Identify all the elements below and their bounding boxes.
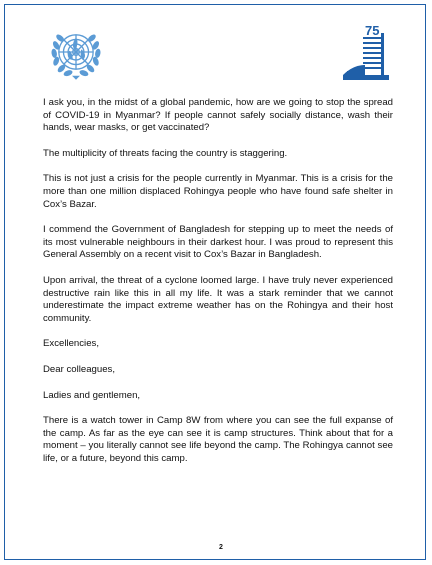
un75-logo-text: 75 — [365, 23, 380, 38]
paragraph: I commend the Government of Bangladesh for stepping up to meet the needs of its most vulnerable neighbours in their darkest hour. I was proud to represent this General Assembly on a recent visit to Cox’s Bazar in Bangladesh. — [43, 224, 393, 261]
document-page — [4, 4, 426, 560]
paragraph: There is a watch tower in Camp 8W from where you can see the full expanse of the camp. As far as the eye can see it is camp structures. Think about that for a moment – you literally cannot see life beyond the camp. The Rohingya cannot see life, or a future, beyond this camp. — [43, 415, 393, 464]
document-body — [43, 97, 393, 478]
un-emblem-logo — [43, 19, 109, 85]
paragraph: Upon arrival, the threat of a cyclone loomed large. I have truly never experienced destructive rain like this in all my life. It was a stark reminder that we cannot underestimate the impact extreme weather has on the Rohingya and their host community. — [43, 274, 393, 324]
paragraph: I ask you, in the midst of a global pandemic, how are we going to stop the spread of COVID-19 in Myanmar? If people cannot safely socially distance, wash their hands, wear masks, or get vaccinated? — [43, 97, 393, 134]
paragraph: Ladies and gentlemen, — [43, 389, 141, 401]
paragraph: Dear colleagues, — [43, 363, 115, 375]
paragraph: Excellencies, — [43, 338, 99, 350]
page-number: 2 — [219, 544, 223, 551]
un75-building-logo — [341, 23, 391, 83]
paragraph: This is not just a crisis for the people currently in Myanmar. This is a crisis for the more than one million displaced Rohingya people who have found safe shelter in Cox’s Bazar. — [43, 173, 393, 210]
paragraph: The multiplicity of threats facing the country is staggering. — [43, 147, 288, 159]
